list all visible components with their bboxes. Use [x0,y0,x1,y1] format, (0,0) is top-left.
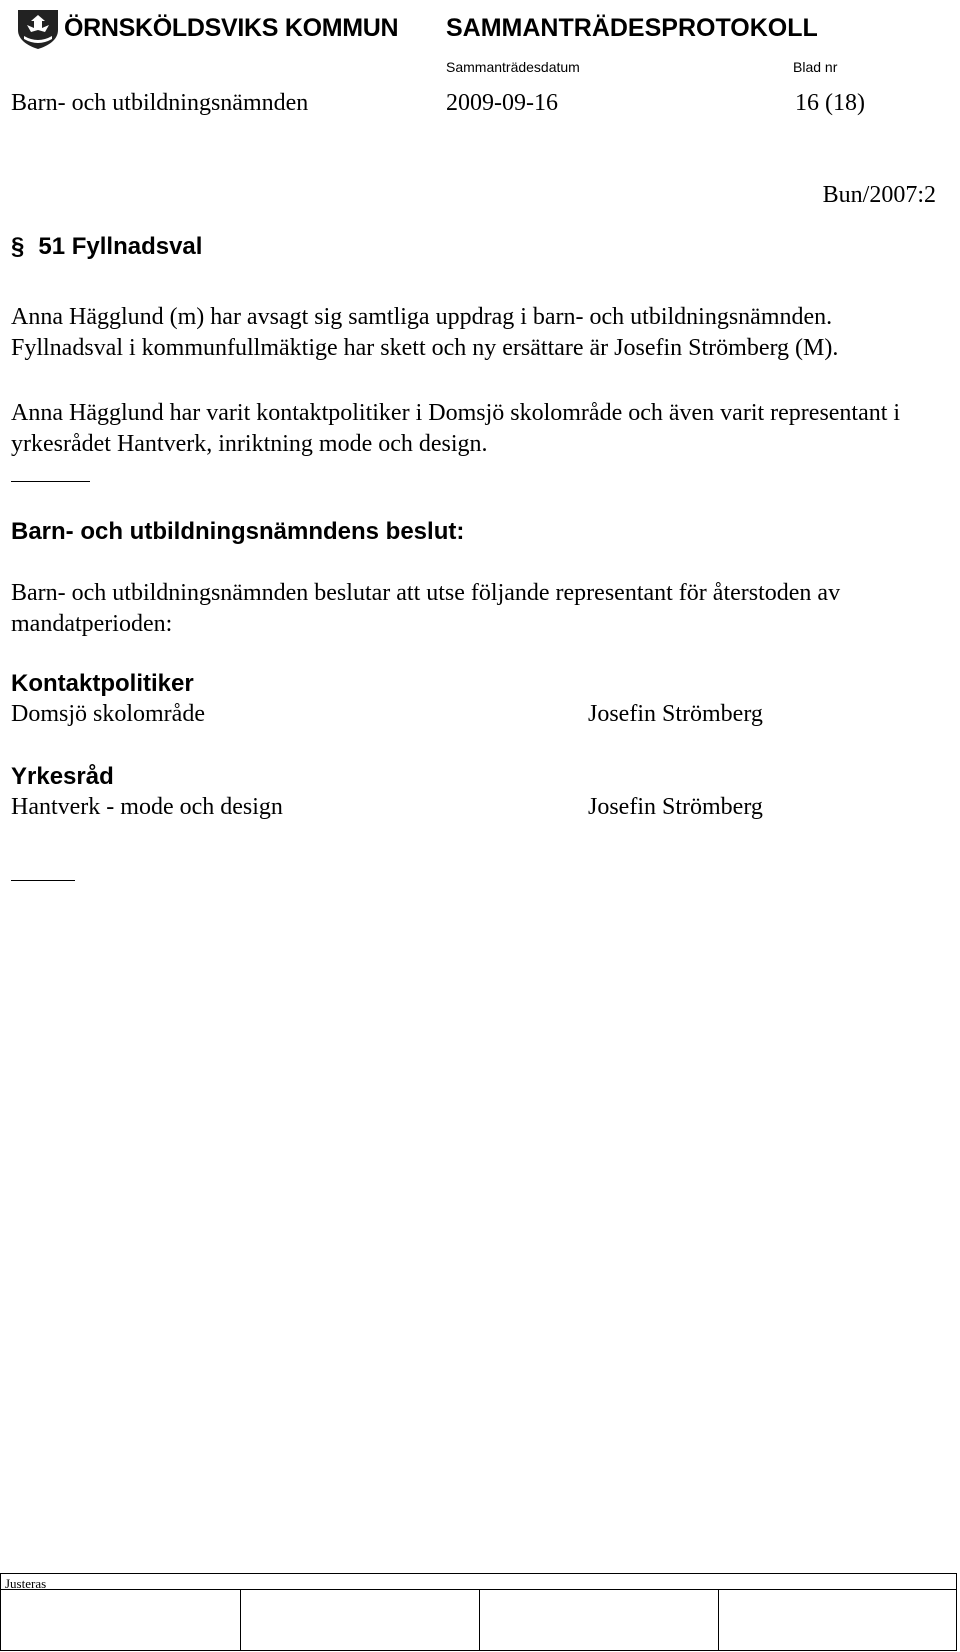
appointment-role-contact: Domsjö skolområde [11,701,205,727]
decision-paragraph: Barn- och utbildningsnämnden beslutar att utse följande representant för återstoden av mandatperioden: [11,580,841,637]
body-paragraph-1: Anna Hägglund (m) har avsagt sig samtliga uppdrag i barn- och utbildningsnämnden. Fyllnadsval i kommunfullmäktige har skett och ny ersättare är Josefin Strömberg (M). [11,304,839,361]
coat-of-arms-icon [12,6,64,50]
page-number: 16 (18) [795,90,865,116]
end-separator-line [11,880,75,881]
appointment-person-trade-council: Josefin Strömberg [588,794,763,820]
paragraph-sign: § [11,233,25,260]
signature-cell-divider [240,1589,241,1651]
appointment-person-contact: Josefin Strömberg [588,701,763,727]
body-paragraph-2: Anna Hägglund har varit kontaktpolitiker i Domsjö skolområde och även varit representant i yrkesrådet Hantverk, inriktning mode och design. [11,400,901,457]
organization-name: ÖRNSKÖLDSVIKS KOMMUN [64,14,399,42]
section-number-title: 51 Fyllnadsval [38,233,203,260]
appointment-heading-contact: Kontaktpolitiker [11,670,194,697]
appointment-role-trade-council: Hantverk - mode och design [11,794,283,820]
signature-cell-divider [718,1589,719,1651]
page-label: Blad nr [793,59,838,75]
date-label: Sammanträdesdatum [446,59,580,75]
separator-line [11,481,90,482]
section-title [11,233,202,261]
board-name: Barn- och utbildningsnämnden [11,90,309,116]
case-number: Bun/2007:2 [822,182,936,208]
signature-cell-divider [479,1589,480,1651]
document-type: SAMMANTRÄDESPROTOKOLL [446,14,818,42]
decision-heading: Barn- och utbildningsnämndens beslut: [11,518,465,545]
meeting-date: 2009-09-16 [446,90,558,116]
appointment-heading-trade-council: Yrkesråd [11,763,114,790]
signature-label: Justeras [5,1576,47,1591]
